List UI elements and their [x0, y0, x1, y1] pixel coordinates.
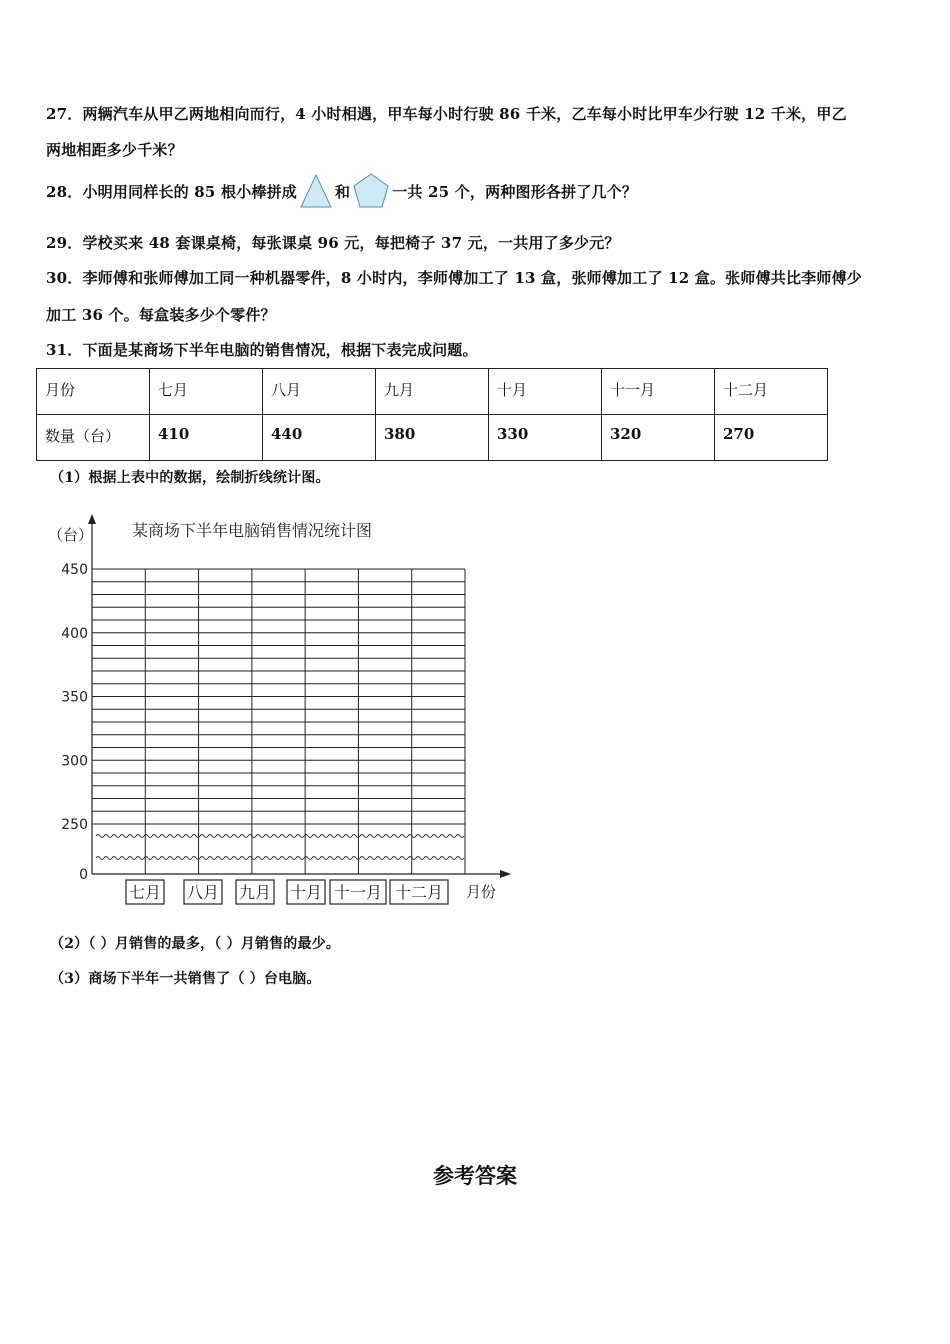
x-tick-label: 十一月	[333, 883, 383, 902]
x-tick-label: 九月	[238, 883, 272, 902]
y-tick-label: 300	[61, 753, 88, 770]
y-tick-label: 350	[61, 689, 88, 706]
triangle-icon	[299, 173, 333, 209]
question-27-line1: 27．两辆汽车从甲乙两地相向而行，4 小时相遇，甲车每小时行驶 86 千米，乙车每小时比甲车少行驶 12 千米，甲乙	[46, 105, 847, 123]
chart-y-label: （台）	[48, 526, 94, 544]
table-month-cell: 十月	[489, 369, 602, 415]
question-28	[46, 172, 637, 210]
table-month-cell: 七月	[150, 369, 263, 415]
y-tick-label: 400	[61, 625, 88, 642]
table-month-cell: 十一月	[602, 369, 715, 415]
line-chart-grid	[40, 512, 520, 912]
table-month-cell: 十二月	[715, 369, 828, 415]
table-month-cell: 八月	[263, 369, 376, 415]
pentagon-icon	[352, 172, 390, 210]
question-31: 31．下面是某商场下半年电脑的销售情况，根据下表完成问题。	[46, 341, 478, 359]
x-axis-arrow	[500, 870, 511, 878]
table-value-cell: 410	[150, 415, 263, 461]
x-tick-label: 十月	[289, 883, 323, 902]
question-31-sub3: （3）商场下半年一共销售了（ ）台电脑。	[50, 971, 321, 987]
chart-title: 某商场下半年电脑销售情况统计图	[132, 521, 373, 540]
x-tick-label: 十二月	[394, 883, 444, 902]
y-tick-label: 0	[79, 867, 88, 883]
table-header-label: 月份	[37, 369, 150, 415]
table-value-cell: 380	[376, 415, 489, 461]
x-tick-label: 八月	[186, 883, 220, 902]
y-tick-label: 250	[61, 817, 88, 833]
x-tick-label: 七月	[128, 883, 162, 902]
question-31-sub2: （2）（ ）月销售的最多，（ ）月销售的最少。	[50, 936, 341, 952]
question-27-line2: 两地相距多少千米？	[46, 141, 183, 159]
question-31-sub1: （1）根据上表中的数据，绘制折线统计图。	[50, 470, 330, 486]
question-28-text-3: 一共 25 个，两种图形各拼了几个？	[392, 182, 638, 201]
table-value-cell: 330	[489, 415, 602, 461]
axis-break-wave	[96, 857, 464, 860]
sales-table	[36, 368, 828, 461]
table-value-cell: 270	[715, 415, 828, 461]
table-row	[37, 415, 828, 461]
y-axis-arrow	[88, 514, 96, 524]
table-row	[37, 369, 828, 415]
question-28-text-2: 和	[335, 182, 351, 201]
y-tick-label: 450	[61, 562, 88, 578]
axis-break-wave	[96, 835, 464, 838]
chart-x-label: 月份	[466, 883, 497, 901]
question-29: 29．学校买来 48 套课桌椅，每张课桌 96 元，每把椅子 37 元，一共用了多少元？	[46, 234, 620, 252]
table-value-cell: 440	[263, 415, 376, 461]
table-month-cell: 九月	[376, 369, 489, 415]
table-row-label: 数量（台）	[37, 415, 150, 461]
question-30-line1: 30．李师傅和张师傅加工同一种机器零件，8 小时内，李师傅加工了 13 盒，张师傅加工了 12 盒。张师傅共比李师傅少	[46, 269, 862, 287]
answer-title: 参考答案	[433, 1164, 517, 1188]
table-value-cell: 320	[602, 415, 715, 461]
question-28-text-1: 28．小明用同样长的 85 根小棒拼成	[46, 182, 297, 201]
question-30-line2: 加工 36 个。每盒装多少个零件？	[46, 306, 276, 324]
